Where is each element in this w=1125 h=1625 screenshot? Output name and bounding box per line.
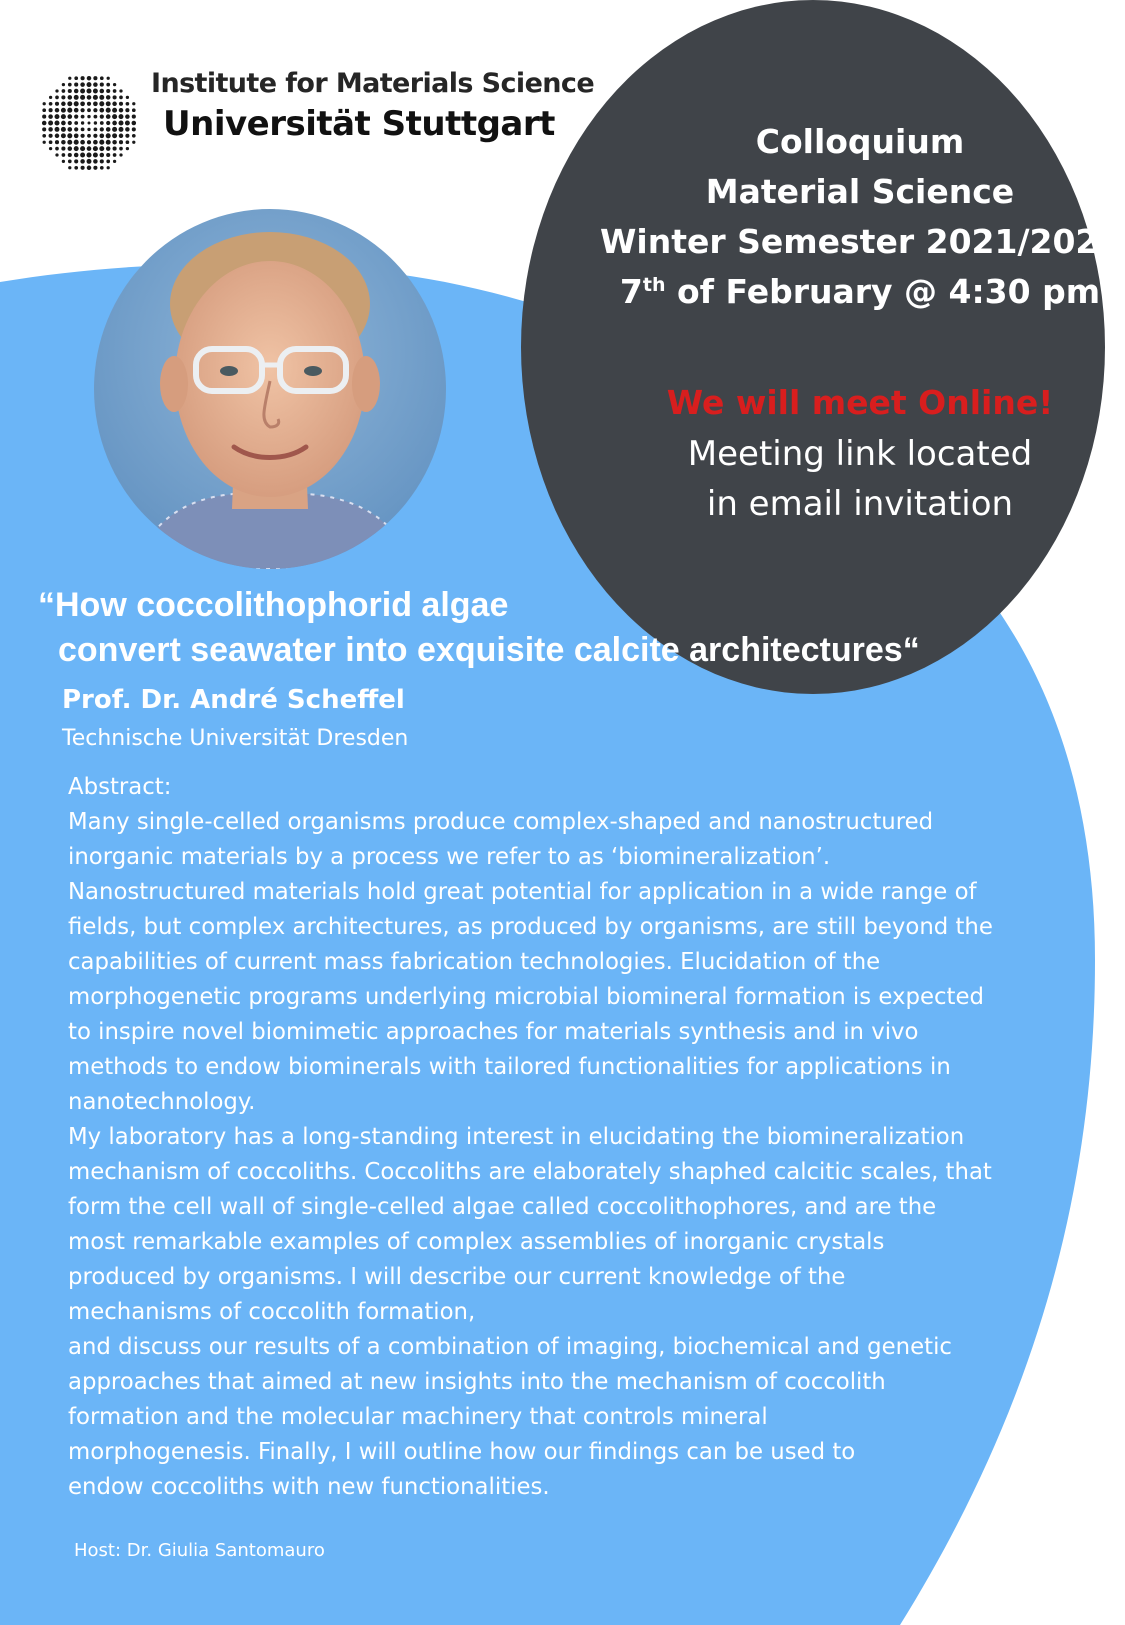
- logo-dot: [100, 89, 105, 94]
- logo-dot: [106, 121, 110, 125]
- logo-dot: [93, 101, 98, 106]
- logo-dot: [49, 147, 52, 150]
- logo-dot: [48, 121, 53, 126]
- logo-dot: [61, 133, 66, 138]
- logo-dot: [74, 127, 78, 131]
- logo-dot: [87, 146, 92, 151]
- speaker-portrait: [94, 209, 446, 569]
- logo-dot: [74, 146, 79, 151]
- logo-dot: [87, 134, 91, 138]
- logo-dot: [93, 166, 97, 170]
- logo-dot: [93, 146, 98, 151]
- logo-dot: [87, 140, 91, 144]
- logo-dot: [93, 89, 98, 94]
- logo-dot: [74, 83, 78, 87]
- logo-dot: [80, 134, 84, 138]
- abstract-line: form the cell wall of single-celled algae called coccolithophores, and are the: [68, 1194, 937, 1220]
- logo-dot: [106, 114, 111, 119]
- logo-dot: [93, 140, 98, 145]
- talk-title-line-1: “How coccolithophorid algae: [38, 586, 509, 624]
- abstract-line: approaches that aimed at new insights into the mechanism of coccolith: [68, 1369, 886, 1395]
- logo-dot: [55, 127, 60, 132]
- logo-dot: [80, 140, 85, 145]
- logo-dot: [113, 153, 117, 157]
- logo-dot: [74, 140, 79, 145]
- logo-dot: [100, 114, 104, 118]
- logo-dot: [132, 121, 137, 126]
- university-logo-icon: [38, 72, 140, 174]
- logo-dot: [100, 76, 104, 80]
- event-info-circle: [521, 0, 1105, 694]
- logo-dot: [132, 141, 135, 144]
- logo-dot: [74, 121, 78, 125]
- logo-dot: [49, 102, 53, 106]
- logo-dot: [93, 82, 98, 87]
- event-field: Material Science: [705, 172, 1015, 211]
- logo-dot: [107, 166, 110, 169]
- logo-dot: [87, 115, 90, 118]
- logo-dot: [81, 115, 85, 119]
- abstract-line: mechanisms of coccolith formation,: [68, 1299, 476, 1325]
- logo-dot: [113, 147, 117, 151]
- logo-dot: [49, 96, 52, 99]
- logo-dot: [100, 159, 104, 163]
- logo-dot: [86, 88, 91, 93]
- abstract-line: My laboratory has a long-standing interest in elucidating the biomineralization: [68, 1124, 965, 1150]
- logo-dot: [126, 147, 129, 150]
- logo-dot: [61, 108, 66, 113]
- logo-dot: [100, 153, 105, 158]
- logo-dot: [74, 108, 79, 113]
- logo-dot: [112, 133, 117, 138]
- logo-dot: [55, 102, 59, 106]
- logo-dot: [74, 133, 79, 138]
- logo-dot: [106, 89, 110, 93]
- logo-dot: [67, 140, 72, 145]
- logo-dot: [68, 166, 71, 169]
- logo-dot: [74, 101, 79, 106]
- logo-dot: [81, 128, 85, 132]
- abstract-line: methods to endow biominerals with tailored functionalities for applications in: [68, 1054, 951, 1080]
- logo-dot: [74, 76, 78, 80]
- logo-dot: [112, 140, 117, 145]
- logo-dot: [87, 159, 92, 164]
- abstract-line: capabilities of current mass fabrication technologies. Elucidation of the: [68, 949, 881, 975]
- logo-dot: [80, 146, 85, 151]
- logo-dot: [81, 166, 85, 170]
- logo-dot: [119, 147, 123, 151]
- logo-dot: [119, 102, 123, 106]
- logo-dot: [42, 115, 46, 119]
- logo-dot: [93, 134, 97, 138]
- speaker-name: Prof. Dr. André Scheffel: [62, 685, 405, 715]
- logo-dot: [67, 133, 72, 138]
- institute-name: Institute for Materials Science: [151, 68, 595, 99]
- abstract-line: to inspire novel biomimetic approaches for materials synthesis and in vivo: [68, 1019, 919, 1045]
- logo-dot: [106, 146, 111, 151]
- logo-dot: [132, 102, 135, 105]
- logo-dot: [61, 147, 65, 151]
- abstract-line: formation and the molecular machinery that controls mineral: [68, 1404, 768, 1430]
- abstract-line: mechanism of coccoliths. Coccoliths are elaborately shaphed calcitic scales, that: [68, 1159, 992, 1185]
- logo-dot: [132, 108, 136, 112]
- logo-dot: [80, 153, 85, 158]
- talk-title-line-2: convert seawater into exquisite calcite architectures“: [58, 631, 920, 669]
- logo-dot: [100, 166, 104, 170]
- logo-dot: [87, 102, 91, 106]
- meeting-link-note-2: in email invitation: [706, 484, 1014, 524]
- logo-dot: [62, 83, 65, 86]
- logo-dot: [88, 122, 91, 125]
- logo-dot: [43, 102, 46, 105]
- logo-dot: [87, 95, 92, 100]
- abstract-line: Many single-celled organisms produce complex-shaped and nanostructured: [68, 809, 934, 835]
- abstract-heading: Abstract:: [68, 774, 172, 800]
- logo-dot: [62, 153, 66, 157]
- logo-dot: [93, 159, 98, 164]
- logo-dot: [81, 121, 84, 124]
- logo-dot: [94, 128, 98, 132]
- logo-dot: [94, 121, 97, 124]
- logo-dot: [99, 108, 104, 113]
- logo-dot: [106, 83, 110, 87]
- logo-dot: [106, 160, 110, 164]
- abstract-line: inorganic materials by a process we refer to as ‘biomineralization’.: [68, 844, 831, 870]
- logo-dot: [100, 83, 104, 87]
- logo-dot: [125, 127, 130, 132]
- logo-dot: [81, 76, 85, 80]
- logo-dot: [55, 153, 58, 156]
- abstract-line: nanotechnology.: [68, 1089, 256, 1115]
- logo-dot: [68, 83, 72, 87]
- logo-dot: [93, 95, 98, 100]
- logo-dot: [107, 77, 110, 80]
- logo-dot: [42, 108, 46, 112]
- logo-dot: [93, 76, 97, 80]
- logo-dot: [43, 141, 46, 144]
- logo-dot: [67, 127, 72, 132]
- logo-dot: [67, 114, 72, 119]
- logo-dot: [68, 146, 73, 151]
- abstract: [68, 770, 1068, 1505]
- logo-dot: [125, 134, 129, 138]
- logo-dot: [55, 108, 60, 113]
- logo-dot: [80, 89, 85, 94]
- logo-dot: [106, 140, 111, 145]
- logo-dot: [119, 153, 122, 156]
- logo-dot: [55, 114, 60, 119]
- logo-dot: [74, 89, 79, 94]
- logo-dot: [62, 89, 66, 93]
- logo-dot: [68, 95, 73, 100]
- logo-dot: [132, 127, 136, 131]
- logo-dot: [49, 140, 53, 144]
- abstract-line: Nanostructured materials hold great potential for application in a wide range of: [68, 879, 977, 905]
- logo-dot: [68, 153, 72, 157]
- logo-dot: [67, 101, 72, 106]
- logo-dot: [100, 127, 104, 131]
- logo-dot: [80, 108, 84, 112]
- logo-dot: [119, 134, 124, 139]
- logo-dot: [119, 89, 122, 92]
- event-semester: Winter Semester 2021/2022: [600, 222, 1122, 261]
- logo-dot: [125, 121, 130, 126]
- logo-dot: [42, 134, 46, 138]
- logo-dot: [74, 159, 78, 163]
- speaker-affiliation: Technische Universität Dresden: [62, 726, 409, 751]
- logo-dot: [80, 95, 85, 100]
- logo-dot: [106, 153, 110, 157]
- logo-dot: [99, 101, 104, 106]
- logo-dot: [106, 101, 111, 106]
- logo-dot: [119, 140, 123, 144]
- logo-dot: [112, 108, 117, 113]
- logo-dot: [99, 140, 104, 145]
- logo-dot: [113, 95, 117, 99]
- logo-dot: [94, 115, 98, 119]
- logo-dot: [61, 127, 66, 132]
- logo-dot: [54, 120, 59, 125]
- logo-dot: [93, 108, 97, 112]
- logo-dot: [119, 108, 124, 113]
- logo-dot: [100, 121, 104, 125]
- logo-dot: [42, 127, 46, 131]
- logo-dot: [48, 114, 53, 119]
- logo-dot: [112, 102, 117, 107]
- logo-dot: [87, 82, 92, 87]
- logo-dot: [113, 160, 116, 163]
- logo-dot: [68, 77, 71, 80]
- logo-dot: [119, 96, 123, 100]
- logo-dot: [80, 101, 85, 106]
- logo-dot: [87, 128, 90, 131]
- logo-dot: [119, 127, 124, 132]
- logo-dot: [132, 134, 136, 138]
- university-name: Universität Stuttgart: [163, 104, 555, 144]
- abstract-line: endow coccoliths with new functionalities.: [68, 1474, 550, 1500]
- logo-dot: [55, 134, 60, 139]
- event-date-day: 7: [619, 272, 643, 311]
- logo-dot: [125, 114, 130, 119]
- logo-dot: [67, 108, 72, 113]
- logo-dot: [106, 127, 111, 132]
- logo-dot: [55, 89, 58, 92]
- logo-dot: [74, 95, 79, 100]
- abstract-line: and discuss our results of a combination of imaging, biochemical and genetic: [68, 1334, 952, 1360]
- abstract-line: morphogenesis. Finally, I will outline how our findings can be used to: [68, 1439, 856, 1465]
- logo-dot: [74, 153, 79, 158]
- logo-dot: [61, 102, 66, 107]
- logo-dot: [87, 166, 92, 171]
- logo-dot: [80, 159, 85, 164]
- logo-dot: [87, 108, 91, 112]
- logo-dot: [113, 83, 116, 86]
- logo-dot: [99, 133, 104, 138]
- event-date-suffix: th: [642, 274, 666, 296]
- logo-dot: [93, 153, 98, 158]
- logo-dot: [74, 166, 78, 170]
- logo-dot: [99, 95, 104, 100]
- event-date-rest: of February @ 4:30 pm: [665, 272, 1101, 311]
- logo-dot: [68, 89, 72, 93]
- host-credit: Host: Dr. Giulia Santomauro: [74, 1540, 325, 1561]
- logo-dot: [55, 147, 59, 151]
- logo-dot: [48, 127, 53, 132]
- logo-dot: [61, 114, 66, 119]
- logo-dot: [55, 140, 59, 144]
- logo-dot: [118, 120, 123, 125]
- logo-dot: [132, 115, 136, 119]
- logo-dot: [113, 89, 117, 93]
- online-notice: We will meet Online!: [666, 383, 1054, 422]
- abstract-line: fields, but complex architectures, as produced by organisms, are still beyond the: [68, 914, 993, 940]
- logo-dot: [87, 76, 92, 81]
- logo-dot: [86, 152, 91, 157]
- logo-dot: [126, 140, 130, 144]
- logo-dot: [61, 121, 66, 126]
- logo-dot: [112, 121, 117, 126]
- meeting-link-note: Meeting link located: [687, 434, 1033, 474]
- logo-dot: [55, 96, 59, 100]
- logo-dot: [125, 108, 129, 112]
- abstract-line: most remarkable examples of complex assemblies of inorganic crystals: [68, 1229, 885, 1255]
- event-date: [600, 272, 1120, 311]
- logo-dot: [42, 121, 47, 126]
- event-type: Colloquium: [755, 122, 965, 161]
- logo-dot: [106, 108, 111, 113]
- abstract-line: produced by organisms. I will describe our current knowledge of the: [68, 1264, 846, 1290]
- logo-dot: [112, 127, 117, 132]
- logo-dot: [61, 140, 66, 145]
- logo-dot: [80, 82, 85, 87]
- logo-dot: [106, 133, 111, 138]
- logo-dot: [68, 121, 72, 125]
- logo-dot: [49, 108, 53, 112]
- logo-dot: [99, 146, 104, 151]
- logo-dot: [126, 96, 129, 99]
- abstract-line: morphogenetic programs underlying microbial biomineral formation is expected: [68, 984, 984, 1010]
- logo-dot: [49, 134, 53, 138]
- logo-dot: [106, 95, 111, 100]
- logo-dot: [74, 114, 78, 118]
- logo-dot: [119, 114, 124, 119]
- logo-dot: [61, 95, 65, 99]
- logo-dot: [62, 160, 65, 163]
- logo-dot: [126, 102, 130, 106]
- logo-dot: [112, 114, 117, 119]
- logo-dot: [68, 160, 72, 164]
